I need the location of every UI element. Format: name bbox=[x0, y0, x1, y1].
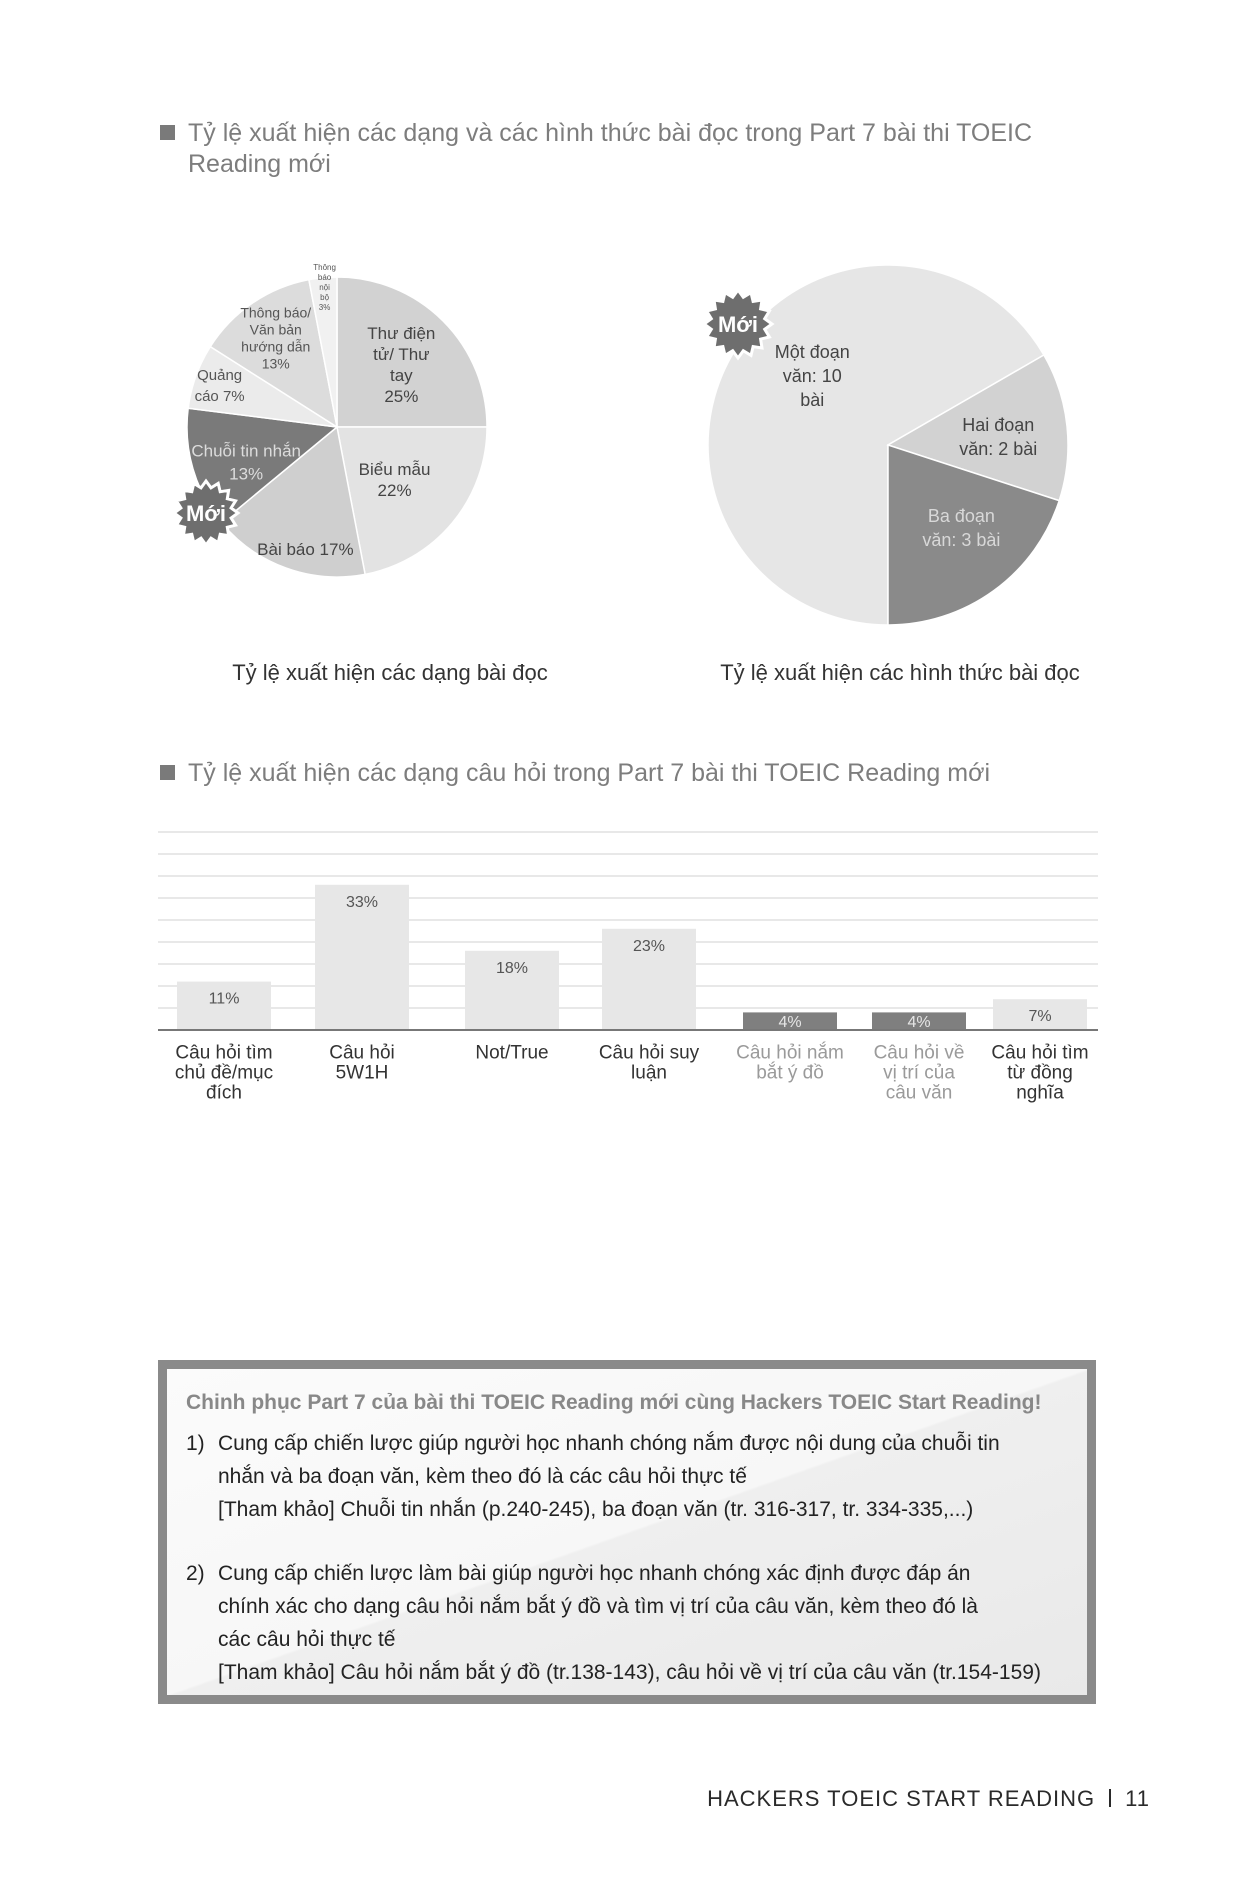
x-tick-label: Câu hỏi 5W1H bbox=[329, 1042, 395, 1084]
item-line: chính xác cho dạng câu hỏi nắm bắt ý đồ và tìm vị trí của câu văn, kèm theo đó là bbox=[218, 1595, 978, 1618]
bar-section-title: Tỷ lệ xuất hiện các dạng câu hỏi trong Part 7 bài thi TOEIC Reading mới bbox=[160, 758, 1100, 789]
pie-slice-label: Hai đoạn văn: 2 bài bbox=[959, 414, 1038, 459]
item-number: 2) bbox=[186, 1562, 205, 1585]
item-number: 1) bbox=[186, 1432, 205, 1455]
bar-value-label: 4% bbox=[907, 1014, 931, 1032]
pie-slice-label: Một đoạn văn: 10 bài bbox=[774, 341, 850, 410]
item-reference: [Tham khảo] Câu hỏi nắm bắt ý đồ (tr.138-143), câu hỏi về vị trí của câu văn (tr.154-159) bbox=[218, 1661, 1041, 1684]
x-tick-label: Câu hỏi suy luận bbox=[598, 1042, 700, 1084]
item-reference: [Tham khảo] Chuỗi tin nhắn (p.240-245), ba đoạn văn (tr. 316-317, tr. 334-335,...) bbox=[218, 1498, 974, 1521]
bullet-square-icon bbox=[160, 125, 175, 140]
new-badge bbox=[174, 481, 238, 545]
bar-value-label: 23% bbox=[632, 937, 666, 955]
footer-divider bbox=[1109, 1789, 1111, 1807]
bar-value-label: 7% bbox=[1028, 1008, 1052, 1026]
pie1-caption: Tỷ lệ xuất hiện các dạng bài đọc bbox=[232, 660, 548, 685]
info-item-1 bbox=[186, 1427, 1073, 1526]
bullet-square-icon bbox=[160, 765, 175, 780]
bar-value-label: 33% bbox=[345, 893, 379, 911]
pie-slice-label: Thông báo nội bộ 3% bbox=[313, 262, 336, 312]
page-number: 11 bbox=[1125, 1786, 1150, 1811]
x-tick-label: Câu hỏi tìm chủ đề/mục đích bbox=[174, 1042, 274, 1104]
x-tick-label: Not/True bbox=[475, 1042, 549, 1064]
item-line: Cung cấp chiến lược làm bài giúp người học nhanh chóng xác định được đáp án bbox=[218, 1562, 971, 1585]
item-line: nhắn và ba đoạn văn, kèm theo đó là các câu hỏi thực tế bbox=[218, 1465, 747, 1488]
item-line: Cung cấp chiến lược giúp người học nhanh chóng nắm được nội dung của chuỗi tin bbox=[218, 1432, 1000, 1455]
pie-slice-label: Biểu mẫu 22% bbox=[358, 460, 431, 501]
bar-value-label: 11% bbox=[208, 990, 240, 1008]
bar-value-label: 4% bbox=[778, 1014, 802, 1032]
pie2-caption: Tỷ lệ xuất hiện các hình thức bài đọc bbox=[720, 660, 1080, 685]
bar-value-label: 18% bbox=[495, 959, 529, 977]
x-tick-label: Câu hỏi nắm bắt ý đồ bbox=[736, 1042, 844, 1084]
info-item-2 bbox=[186, 1557, 1073, 1689]
page-footer bbox=[707, 1786, 1150, 1812]
badge-label: Mới bbox=[717, 312, 759, 337]
reading-format-pie-chart bbox=[690, 250, 1130, 650]
new-badge bbox=[704, 290, 772, 358]
reading-type-pie-chart bbox=[160, 250, 600, 650]
pie-slice-label: Quảng cáo 7% bbox=[194, 367, 245, 406]
pie-slice-label: Thông báo/ Văn bản hướng dẫn 13% bbox=[240, 304, 312, 372]
book-title: HACKERS TOEIC START READING bbox=[707, 1786, 1096, 1811]
info-box-heading: Chinh phục Part 7 của bài thi TOEIC Reading mới cùng Hackers TOEIC Start Reading! bbox=[186, 1391, 1042, 1414]
x-tick-label: Câu hỏi về vị trí của câu văn bbox=[873, 1042, 965, 1104]
pie-section-title: Tỷ lệ xuất hiện các dạng và các hình thức bài đọc trong Part 7 bài thi TOEIC Reading mới bbox=[160, 118, 1100, 180]
question-type-bar-chart bbox=[150, 820, 1110, 1210]
pie-slice-label: Bài báo 17% bbox=[257, 540, 354, 560]
badge-label: Mới bbox=[185, 501, 227, 526]
pie-slice-label: Chuỗi tin nhắn 13% bbox=[191, 441, 301, 484]
pie-slice-label: Ba đoạn văn: 3 bài bbox=[922, 505, 1001, 550]
info-box bbox=[158, 1360, 1096, 1704]
x-tick-label: Câu hỏi tìm từ đồng nghĩa bbox=[991, 1042, 1089, 1104]
pie-slice-label: Thư điện tử/ Thư tay 25% bbox=[367, 324, 436, 407]
item-line: các câu hỏi thực tế bbox=[218, 1628, 396, 1651]
